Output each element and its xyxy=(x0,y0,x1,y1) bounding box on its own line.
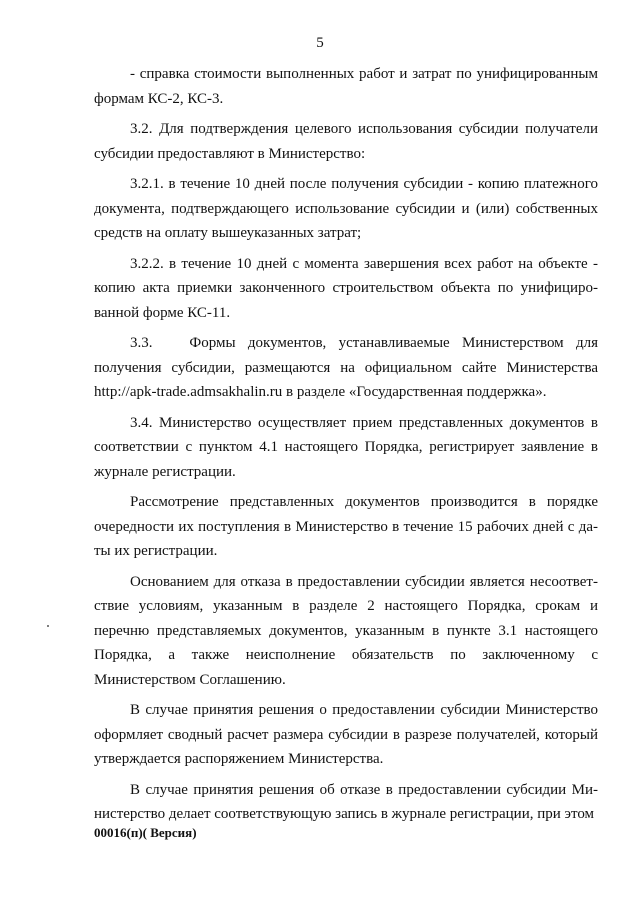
paragraph-3-2: 3.2. Для подтверждения целевого использования субсидии получатели субсидии предоставляют в Министерство: xyxy=(94,121,598,162)
scan-speck xyxy=(47,625,49,627)
paragraph-refusal-grounds: Основанием для отказа в предоставлении субсидии является несоответствие условиям, указанным в разделе 2 настоящего Порядка, срокам и перечню представляемых документов, указанным в пункте 3.1 настоящего Порядка, а также неисполнение обязательств по заключенному с Министерством Соглашению. xyxy=(94,573,598,688)
page-number: 5 xyxy=(316,35,324,51)
paragraph-review: Рассмотрение представленных документов производится в порядке очередности их поступления в Министерство в течение 15 рабочих дней с даты их регистрации. xyxy=(94,494,598,559)
paragraph-3-2-1: 3.2.1. в течение 10 дней после получения субсидии - копию платежного документа, подтверждающего использование субсидии и (или) собственных средств на оплату вышеуказанных затрат; xyxy=(94,176,598,241)
paragraph-refusal-record: В случае принятия решения об отказе в предоставлении субсидии Министерство делает соответствующую запись в журнале регистрации, при этом xyxy=(94,781,598,822)
paragraph-3-2-2: 3.2.2. в течение 10 дней с момента завершения всех работ на объекте - копию акта приемки законченного строительством объекта по унифицированной форме КС-11. xyxy=(94,255,598,321)
document-body xyxy=(94,62,598,833)
paragraph-forms-ks: - справка стоимости выполненных работ и затрат по унифицированным формам КС-2, КС-3. xyxy=(94,66,598,107)
paragraph-3-4: 3.4. Министерство осуществляет прием представленных документов в соответствии с пунктом 4.1 настоящего Порядка, регистрирует заявление в журнале регистрации. xyxy=(94,414,598,480)
paragraph-approval: В случае принятия решения о предоставлении субсидии Министерство оформляет сводный расчет размера субсидии в разрезе получателей, который утверждается распоряжением Министерства. xyxy=(94,702,598,767)
paragraph-3-3: 3.3. Формы документов, устанавливаемые Министерством для получения субсидии, размещаются на официальном сайте Министерства http://apk-trade.admsakhalin.ru в разделе «Государственная поддержка». xyxy=(94,335,598,400)
document-footer-code: 00016(п)( Версия) xyxy=(94,825,197,840)
